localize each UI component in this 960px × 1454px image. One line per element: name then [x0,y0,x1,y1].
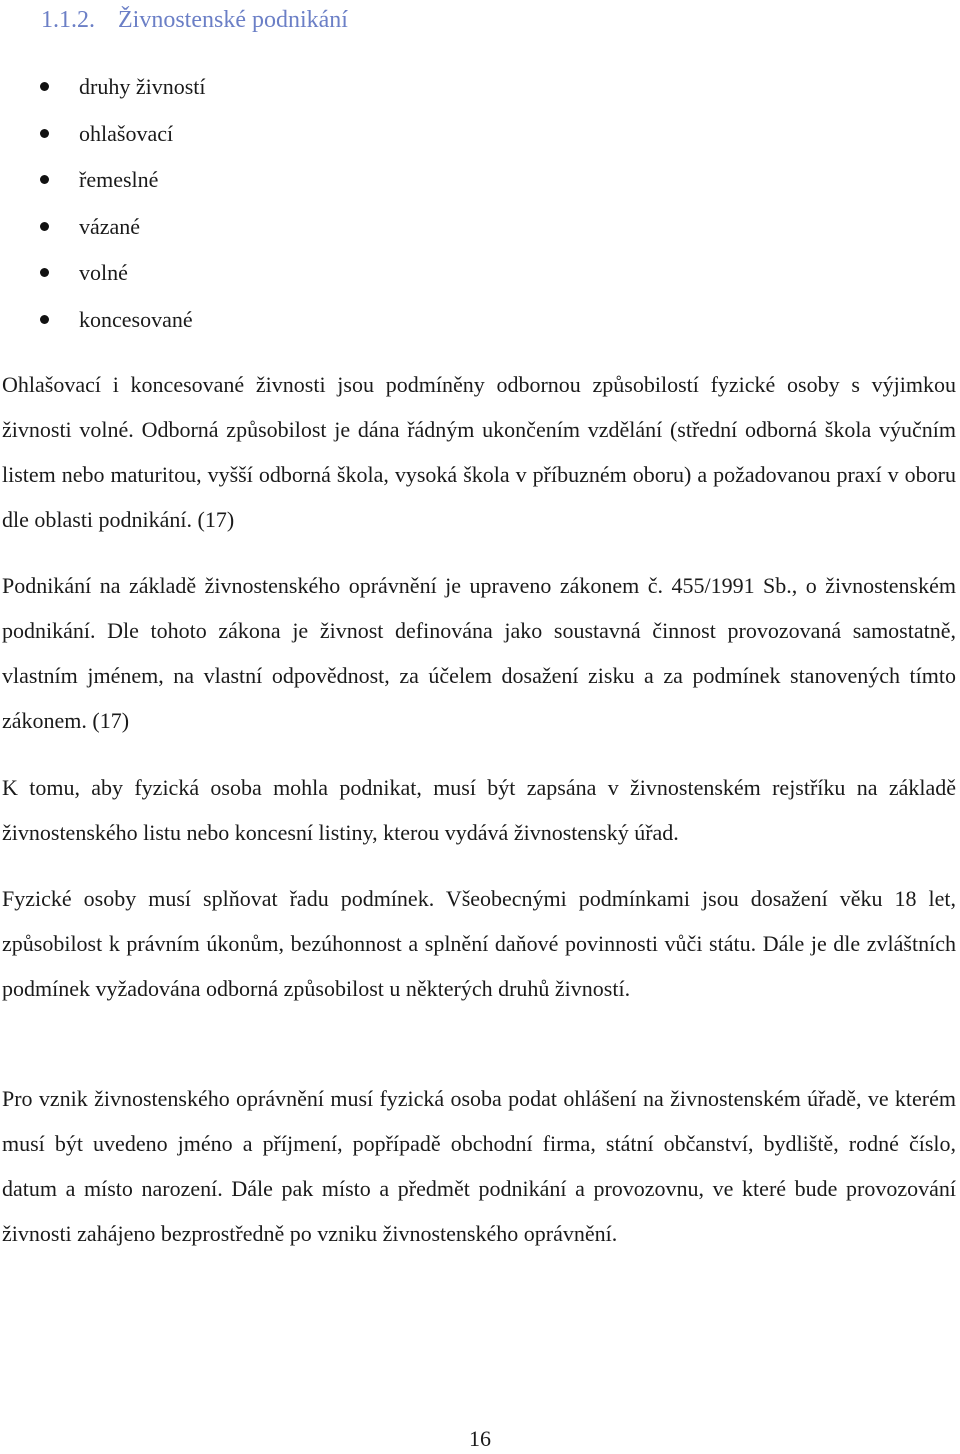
bullet-icon [40,268,49,277]
document-page: 1.1.2. Živnostenské podnikání druhy živností ohlašovací řemeslné vázané volné koncesované Ohlašovací i koncesované živnosti jsou podmíněny odbornou způsobilostí fyzické osoby s výjimkou živnosti volné. Odborná způsobilost je dána řádným ukončením vzdělání (střední odborná škola výučním listem nebo maturitou, vyšší odborná škola, vysoká škola v příbuzném oboru) a požadovanou praxí v oboru dle oblasti podnikání. (17) Podnikání na základě živnostenského oprávnění je upraveno zákonem č. 455/1991 Sb., o živnostenském podnikání. Dle tohoto zákona je živnost definována jako soustavná činnost provozovaná samostatně, vlastním jménem, na vlastní odpovědnost, za účelem dosažení zisku a za podmínek stanovených tímto zákonem. (17) K tomu, aby fyzická osoba mohla podnikat, musí být zapsána v živnostenském rejstříku na základě živnostenského listu nebo koncesní listiny, kterou vydává živnostenský úřad. Fyzické osoby musí splňovat řadu podmínek. Všeobecnými podmínkami jsou dosažení věku 18 let, způsobilost k právním úkonům, bezúhonnost a splnění daňové povinnosti vůči státu. Dále je dle zvláštních podmínek vyžadována odborná způsobilost u některých druhů živností. Pro vznik živnostenského oprávnění musí fyzická osoba podat ohlášení na živnostenském úřadě, ve kterém musí být uvedeno jméno a příjmení, popřípadě obchodní firma, státní občanství, bydliště, rodné číslo, datum a místo narození. Dále pak místo a předmět podnikání a provozovnu, ve které bude provozování živnosti zahájeno bezprostředně po vzniku živnostenského oprávnění. 16 [0,0,960,1451]
paragraph-registry: K tomu, aby fyzická osoba mohla podnikat, musí být zapsána v živnostenském rejstříku na základě živnostenského listu nebo koncesní listiny, kterou vydává živnostenský úřad. [2,775,956,845]
bullet-icon [40,315,49,324]
bullet-icon [40,222,49,231]
section-number: 1.1.2. [41,7,95,33]
bullet-icon [40,175,49,184]
paragraph-law: Podnikání na základě živnostenského oprávnění je upraveno zákonem č. 455/1991 Sb., o živnostenském podnikání. Dle tohoto zákona je živnost definována jako soustavná činnost provozovaná samostatně, vlastním jménem, na vlastní odpovědnost, za účelem dosažení zisku a za podmínek stanovených tímto zákonem. (17) [2,573,956,733]
paragraph-qualification: Ohlašovací i koncesované živnosti jsou podmíněny odbornou způsobilostí fyzické osoby s výjimkou živnosti volné. Odborná způsobilost je dána řádným ukončením vzdělání (střední odborná škola výučním listem nebo maturitou, vyšší odborná škola, vysoká škola v příbuzném oboru) a požadovanou praxí v oboru dle oblasti podnikání. (17) [2,372,956,532]
paragraph-notification: Pro vznik živnostenského oprávnění musí fyzická osoba podat ohlášení na živnostenském úřadě, ve kterém musí být uvedeno jméno a příjmení, popřípadě obchodní firma, státní občanství, bydliště, rodné číslo, datum a místo narození. Dále pak místo a předmět podnikání a provozovnu, ve které bude provozování živnosti zahájeno bezprostředně po vzniku živnostenského oprávnění. [2,1086,956,1246]
bullet-icon [40,129,49,138]
page-number: 16 [469,1426,491,1451]
section-title: Živnostenské podnikání [118,7,348,33]
paragraph-conditions: Fyzické osoby musí splňovat řadu podmínek. Všeobecnými podmínkami jsou dosažení věku 18 let, způsobilost k právním úkonům, bezúhonnost a splnění daňové povinnosti vůči státu. Dále je dle zvláštních podmínek vyžadována odborná způsobilost u některých druhů živností. [2,886,956,1001]
bullet-icon [40,82,49,91]
section-heading [41,3,348,37]
